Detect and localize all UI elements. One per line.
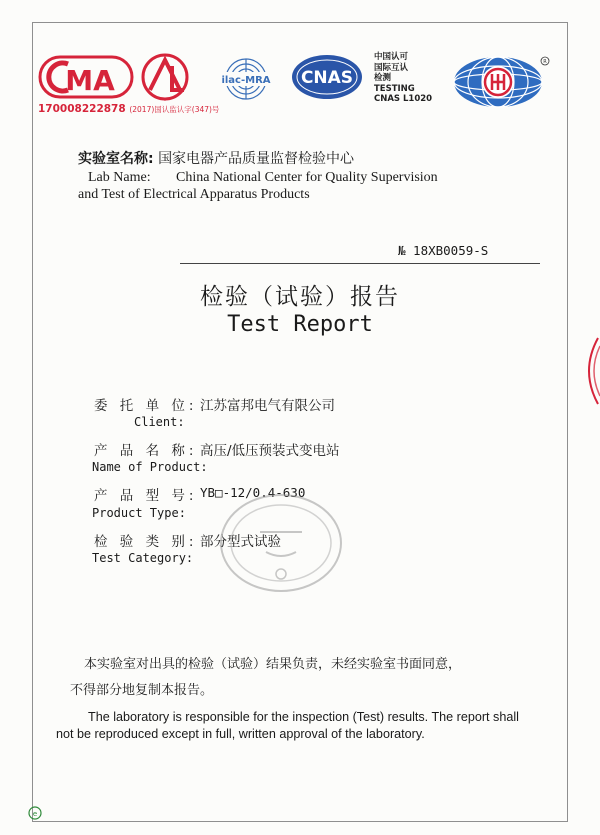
product-name-label-cn: 产 品 名 称: [94, 443, 198, 459]
product-type-label-cn: 产 品 型 号: [94, 488, 198, 504]
product-type-label-en: Product Type: [92, 506, 186, 520]
accreditation-logos [38, 48, 558, 128]
lab-name-en-value-line1: China National Center for Quality Supervision [176, 170, 438, 185]
globe-certification-logo-icon [448, 52, 552, 110]
divider-line [180, 263, 540, 264]
cnas-info-line: 中国认可 [374, 52, 409, 62]
notice-en-line2: not be reproduced except in full, written approval of the laboratory. [56, 727, 425, 741]
client-label-cn: 委 托 单 位: [94, 398, 198, 414]
svg-text:R: R [543, 59, 547, 65]
test-category-label-cn: 检 验 类 别: [94, 534, 198, 550]
lab-name-cn-value: 国家电器产品质量监督检验中心 [158, 151, 355, 167]
red-side-stamp-icon [578, 336, 600, 406]
product-type-value: YB□-12/0.4-630 [200, 485, 306, 500]
client-label-en: Client: [134, 415, 185, 429]
corner-registered-mark-icon [28, 806, 42, 820]
report-title-en: Test Report [227, 312, 373, 337]
test-category-value: 部分型式试验 [200, 534, 281, 550]
lab-name-cn-label: 实验室名称: [78, 151, 154, 167]
report-number: № 18XB0059-S [398, 243, 489, 258]
cnas-logo-icon [290, 52, 364, 102]
cnas-info-line: CNAS L1020 [374, 94, 433, 104]
lab-name-en-value-line2: and Test of Electrical Apparatus Products [78, 187, 310, 202]
notice-cn-line1: 本实验室对出具的检验（试验）结果负责，未经实验室书面同意， [84, 657, 462, 672]
registration-number [38, 103, 219, 115]
cal-letters: CAL [164, 101, 166, 102]
notice-en-line1: The laboratory is responsible for the inspection (Test) results. The report shall [88, 710, 519, 724]
registration-number-value: 170008222878 [38, 103, 126, 115]
client-value: 江苏富邦电气有限公司 [200, 398, 335, 414]
ilac-mra-logo-icon [211, 56, 281, 102]
cal-logo-icon [136, 52, 194, 102]
product-name-value: 高压/低压预装式变电站 [200, 443, 340, 459]
notice-cn-line2: 不得部分地复制本报告。 [70, 683, 214, 698]
lab-name-en-line1 [88, 170, 438, 186]
cnas-info-line: 国际互认 [374, 62, 409, 73]
report-title-cn: 检验（试验）报告 [200, 284, 400, 310]
notice-en [56, 709, 556, 743]
cma-letters: MA [65, 64, 115, 97]
product-name-label-en: Name of Product: [92, 460, 208, 474]
test-category-label-en: Test Category: [92, 551, 194, 565]
lab-name-cn [78, 148, 354, 168]
cnas-info-line: TESTING [374, 83, 415, 94]
cnas-letters: CNAS [300, 68, 354, 88]
svg-text:e: e [32, 810, 38, 818]
notice-cn [70, 652, 462, 704]
cnas-info-line: 检测 [374, 73, 392, 83]
registration-suffix: (2017)国认监认字(347)号 [129, 105, 220, 114]
cma-logo-icon [38, 54, 134, 100]
ilac-text: ilac-MRA [221, 75, 271, 86]
lab-name-en-label: Lab Name: [88, 170, 151, 185]
embossed-seal-icon [218, 492, 344, 594]
